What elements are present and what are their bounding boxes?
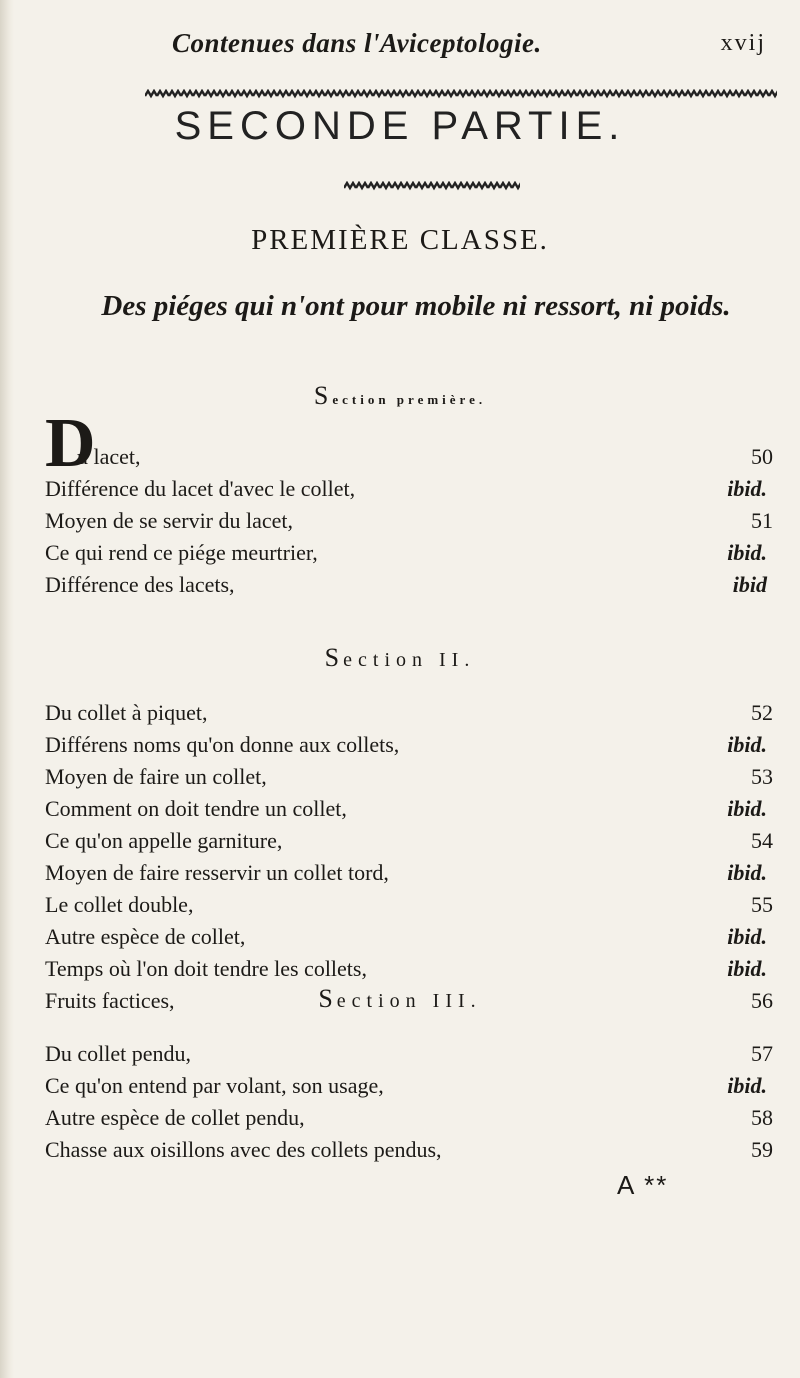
list-item: [45, 921, 787, 953]
entry-text: Autre espèce de collet pendu,: [45, 1105, 305, 1130]
section-heading-2: [0, 643, 800, 673]
ornamental-rule-middle: [344, 181, 520, 191]
section-heading-cap: S: [318, 984, 337, 1013]
entry-page: 57: [751, 1041, 773, 1066]
list-item: [45, 857, 787, 889]
entry-page: 51: [751, 508, 773, 533]
running-head-title: Contenues dans l'Aviceptologie.: [172, 28, 542, 58]
list-item: [45, 793, 787, 825]
entry-page: ibid.: [727, 1073, 767, 1098]
list-item: [45, 697, 787, 729]
entry-text: Ce qu'on appelle garniture,: [45, 828, 283, 853]
list-item: [45, 889, 787, 921]
entry-text: Ce qui rend ce piége meurtrier,: [45, 540, 318, 565]
list-item: [45, 729, 787, 761]
running-head: [172, 28, 772, 62]
page-binding-edge: [0, 0, 14, 1378]
section-heading-rest: ection II.: [343, 649, 476, 671]
entry-text: Autre espèce de collet,: [45, 924, 246, 949]
entry-page: ibid.: [727, 860, 767, 885]
entry-text: Moyen de faire un collet,: [45, 764, 267, 789]
entry-page: 58: [751, 1105, 773, 1130]
list-item: [45, 761, 787, 793]
entry-page: ibid.: [727, 540, 767, 565]
entry-page: ibid.: [727, 476, 767, 501]
entry-page: 54: [751, 828, 773, 853]
list-item: [45, 569, 787, 601]
class-title: PREMIÈRE CLASSE.: [251, 224, 549, 256]
section-heading-3: [0, 984, 800, 1014]
entry-text: Du collet pendu,: [45, 1041, 192, 1066]
entry-text: Différens noms qu'on donne aux collets,: [45, 732, 400, 757]
list-item: [45, 537, 787, 569]
list-item: [45, 825, 787, 857]
section-heading-cap: S: [313, 381, 333, 410]
entry-page: 56: [751, 988, 773, 1013]
section-heading-cap: S: [324, 643, 344, 672]
entry-text: Différence du lacet d'avec le collet,: [45, 476, 356, 501]
list-item: [45, 473, 787, 505]
list-item: [45, 953, 787, 985]
section-1-entries: [45, 441, 787, 601]
list-item: [45, 1038, 787, 1070]
page-number: xvij: [720, 30, 766, 56]
section-3-entries: [45, 1038, 787, 1166]
entry-page: ibid: [732, 572, 767, 597]
entry-text: Moyen de faire resservir un collet tord,: [45, 860, 389, 885]
entry-page: 52: [751, 700, 773, 725]
entry-page: 59: [751, 1137, 773, 1162]
list-item: [45, 1134, 787, 1166]
drop-cap: D: [45, 405, 96, 482]
entry-page: 55: [751, 892, 773, 917]
signature-mark: A **: [617, 1170, 669, 1200]
section-heading-rest: ection première.: [332, 392, 487, 407]
entry-text: Le collet double,: [45, 892, 194, 917]
entry-page: ibid.: [727, 732, 767, 757]
section-2-entries: [45, 697, 787, 1017]
part-title: SECONDE PARTIE.: [174, 104, 626, 148]
section-heading-1: [0, 381, 800, 411]
entry-text: u lacet,: [77, 444, 141, 469]
list-item: [45, 1102, 787, 1134]
entry-page: ibid.: [727, 796, 767, 821]
entry-page: 53: [751, 764, 773, 789]
chapter-subtitle: Des piéges qui n'ont pour mobile ni ressort, ni poids.: [101, 290, 731, 322]
entry-text: Fruits factices,: [45, 988, 175, 1013]
entry-page: ibid.: [727, 956, 767, 981]
entry-text: Ce qu'on entend par volant, son usage,: [45, 1073, 384, 1098]
entry-page: ibid.: [727, 924, 767, 949]
entry-text: Moyen de se servir du lacet,: [45, 508, 294, 533]
list-item: [45, 1070, 787, 1102]
section-heading-rest: ection III.: [336, 990, 482, 1012]
ornamental-rule-top: [145, 89, 777, 99]
entry-page: 50: [751, 444, 773, 469]
list-item: [45, 441, 787, 473]
list-item: [45, 505, 787, 537]
entry-text: Comment on doit tendre un collet,: [45, 796, 347, 821]
entry-text: Du collet à piquet,: [45, 700, 208, 725]
entry-text: Chasse aux oisillons avec des collets pendus,: [45, 1137, 442, 1162]
entry-text: Différence des lacets,: [45, 572, 235, 597]
entry-text: Temps où l'on doit tendre les collets,: [45, 956, 367, 981]
